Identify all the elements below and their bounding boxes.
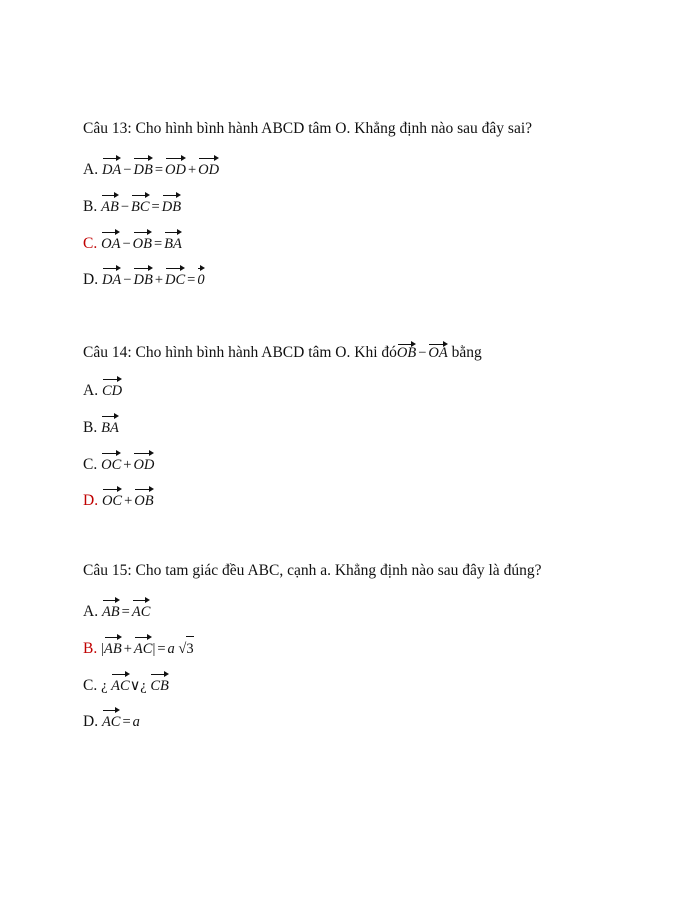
question-stem [83,562,541,580]
vector: OA [101,229,120,255]
math-operator: = [154,162,164,178]
vector: OD [165,155,186,181]
math-symbol: ∨¿ [129,678,151,694]
option-label: C. [83,677,98,694]
vector: OB [397,341,416,362]
vector: AC [134,634,153,660]
vector: DB [133,155,152,181]
question-stem [83,120,532,138]
math-operator: + [187,162,197,178]
math-operator: − [122,236,131,252]
vector: BA [101,413,119,439]
answer-option [83,707,140,729]
vector: CD [102,376,122,402]
vector: OB [134,486,153,512]
vector: DB [133,265,152,291]
option-label: D. [83,271,99,288]
vector: AB [101,192,119,218]
question-text: Câu 14: Cho hình bình hành ABCD tâm O. Khi đó [83,344,397,361]
math-operator: = [187,272,196,288]
answer-option [83,671,169,693]
vector: DC [165,265,185,291]
math-operator: + [123,457,132,473]
answer-option [83,265,205,287]
math-operator: = [157,641,166,657]
vector: DB [162,192,181,218]
math-operator: + [123,641,132,657]
option-label: A. [83,161,99,178]
math-operator: − [418,345,427,361]
vector: DA [102,155,121,181]
vector: BA [164,229,182,255]
vector: AC [111,671,130,697]
answer-option [83,597,150,619]
option-label: C. [83,456,98,473]
math-operator: = [122,714,131,730]
vector: AC [132,597,151,623]
math-variable: a [167,641,175,657]
question-stem [83,341,482,362]
math-symbol: | [101,641,104,657]
vector: OC [102,486,122,512]
option-label: B. [83,419,98,436]
option-label: B. [83,198,98,215]
option-label: C. [83,235,98,252]
question-text: Câu 13: Cho hình bình hành ABCD tâm O. Khẳng định nào sau đây sai? [83,120,533,137]
vector: CB [150,671,169,697]
option-label: A. [83,382,99,399]
question-text: Câu 15: Cho tam giác đều ABC, cạnh a. Khẳng định nào sau đây là đúng? [83,562,542,579]
vector: BC [131,192,150,218]
answer-option [83,450,154,472]
option-label: D. [83,713,99,730]
answer-option [83,413,119,435]
vector: AB [102,597,120,623]
math-symbol: | [152,641,156,657]
answer-option [83,155,219,177]
math-operator: = [121,604,130,620]
option-label: D. [83,492,99,509]
vector: OD [133,450,154,476]
option-label: B. [83,640,98,657]
vector: DA [102,265,121,291]
math-operator: − [123,272,132,288]
vector: OB [133,229,152,255]
vector: AC [102,707,121,733]
math-operator: − [123,162,132,178]
math-variable: a [132,714,140,730]
answer-option [83,634,194,656]
math-operator: = [153,236,163,252]
question-text-tail: bằng [447,344,482,361]
vector: OC [101,450,121,476]
answer-option [83,486,154,508]
answer-option [83,376,122,398]
vector: OD [198,155,219,181]
math-operator: + [124,493,133,509]
vector: 0 [197,265,204,291]
vector: AB [104,634,122,660]
option-label: A. [83,603,99,620]
radicand: 3 [186,636,193,660]
math-symbol: ¿ [101,678,112,694]
answer-option [83,229,182,251]
answer-option [83,192,181,214]
math-operator: − [120,199,129,215]
math-symbol: √ [174,641,187,657]
math-operator: + [154,272,164,288]
math-operator: = [151,199,160,215]
vector: OA [428,341,447,362]
